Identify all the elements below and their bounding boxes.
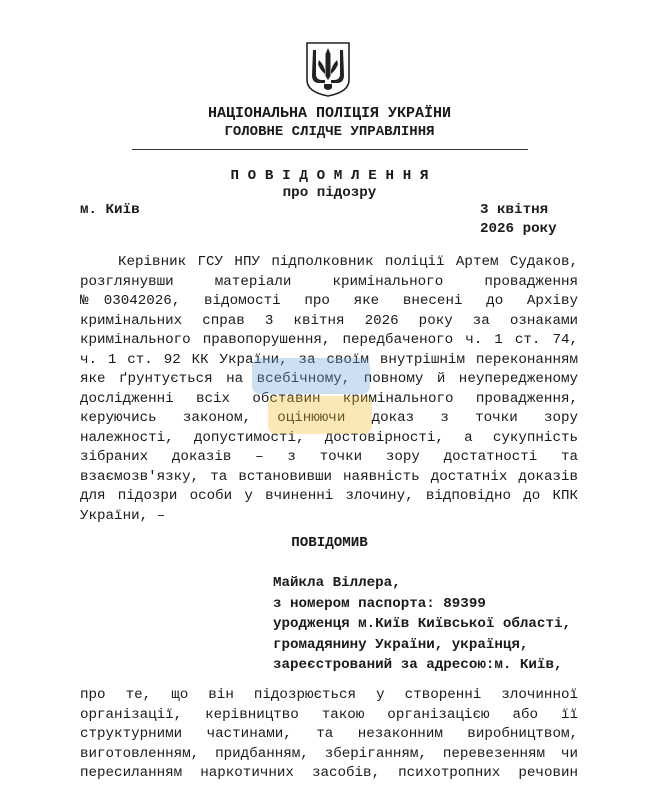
notified-heading: ПОВІДОМИВ [291, 535, 368, 551]
suspect-name: Майкла Віллера, [273, 575, 401, 591]
suspect-passport: з номером паспорта: 89399 [273, 595, 486, 612]
paragraph-line: взаємозв'язку, та встановивши наявність достатніх доказів [80, 468, 578, 485]
paragraph-line: виготовленням, придбанням, зберіганням, перевезенням чи [80, 745, 578, 762]
document-date-day: 3 квітня [480, 202, 549, 218]
paragraph-line: Керівник ГСУ НПУ підполковник поліції Артем Судаков, [118, 254, 578, 270]
suspect-birthplace: уродженця м.Київ Київської області, [273, 616, 571, 632]
paragraph-line: ч. 1 ст. 92 КК України, за своїм внутрішнім переконанням [80, 351, 578, 368]
department-name: ГОЛОВНЕ СЛІДЧЕ УПРАВЛІННЯ [224, 124, 435, 140]
paragraph-line: для підозри особи у вчиненні злочину, відповідно до КПК [80, 488, 578, 504]
document-subtitle: про підозру [282, 185, 377, 201]
paragraph-line: структурними частинами, та незаконним виробництвом, [80, 726, 578, 743]
intro-paragraph [80, 253, 578, 526]
paragraph-line: яке ґрунтується на всебічному, повному й неупередженому [80, 371, 578, 387]
paragraph-line: дослідженні всіх обставин кримінального провадження, [80, 390, 578, 407]
suspect-details [273, 573, 571, 676]
document-city: м. Київ [80, 202, 140, 218]
paragraph-line: України, – [80, 507, 166, 524]
document-date-year: 2026 року [480, 221, 557, 237]
trident-emblem-icon [303, 40, 353, 98]
suspicion-paragraph [80, 686, 578, 784]
suspect-address: зареєстрований за адресою:м. Київ, [273, 657, 563, 673]
paragraph-line: про те, що він підозрюється у створенні злочинної [80, 687, 578, 703]
paragraph-line: керуючись законом, оцінюючи доказ з точки зору [80, 410, 578, 426]
paragraph-line: №03042026, відомості про яке внесені до Архіву [80, 293, 578, 309]
paragraph-line: зібраних доказів – з точки зору достатності та [80, 449, 578, 465]
header-divider [132, 149, 528, 150]
paragraph-line: кримінального правопорушення, передбаченого ч. 1 ст. 74, [80, 332, 578, 348]
document-title: П О В І Д О М Л Е Н Н Я [230, 168, 429, 184]
paragraph-line: належності, допустимості, достовірності, а сукупність [80, 429, 578, 446]
paragraph-line: кримінальних справ 3 квітня 2026 року за ознаками [80, 312, 578, 329]
organization-name: НАЦІОНАЛЬНА ПОЛІЦІЯ УКРАЇНИ [207, 105, 452, 122]
suspect-citizenship: громадянину України, українця, [273, 636, 529, 653]
paragraph-line: розглянувши матеріали кримінального провадження [80, 273, 578, 290]
paragraph-line: організації, керівництво такою організацією або її [80, 706, 578, 723]
paragraph-line: пересиланням наркотичних засобів, психотропних речовин [80, 765, 578, 782]
